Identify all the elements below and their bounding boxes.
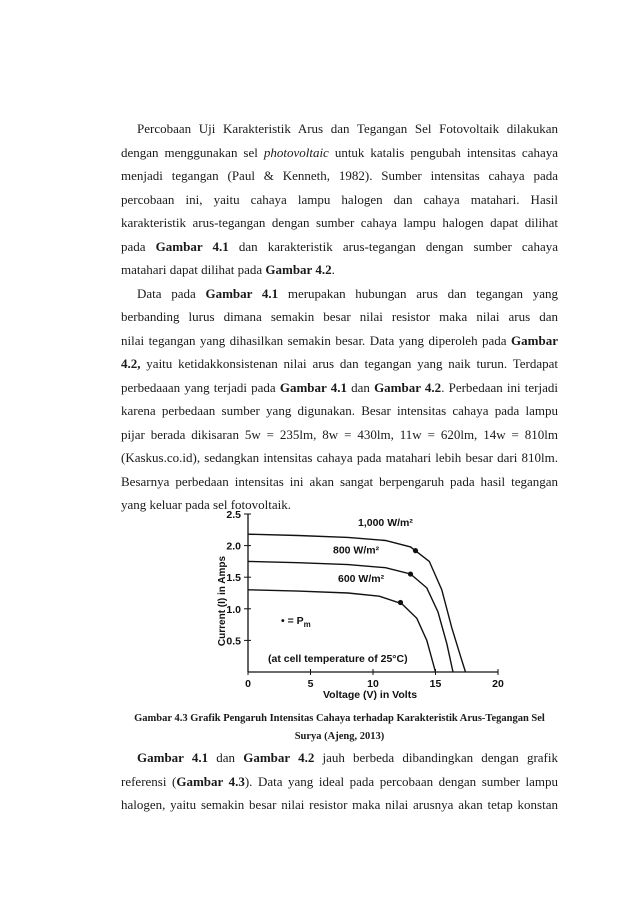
figure-reference: Gambar 4.2 [243, 750, 315, 765]
y-tick-label: 1.0 [226, 603, 241, 616]
text-line: matahari dapat dilihat pada Gambar 4.2. [121, 262, 335, 277]
x-tick-label: 10 [367, 678, 379, 690]
italic-term: photovoltaic [263, 144, 329, 160]
x-tick-label: 0 [245, 678, 251, 690]
pm-point [408, 571, 413, 576]
series-label: 1,000 W/m² [358, 517, 413, 530]
text-line: Percobaan Uji Karakteristik Arus dan Tegangan Sel Fotovoltaik dilakukan [137, 121, 558, 136]
text-line: Gambar 4.1 dan Gambar 4.2 jauh berbeda dibandingkan dengan grafik [137, 750, 558, 765]
figure-reference: Gambar 4.1 [279, 379, 347, 395]
text-line: yang keluar pada sel fotovoltaik. [121, 497, 292, 512]
series-label: 800 W/m² [333, 544, 380, 557]
text-line: karena perbedaan sumber yang digunakan. Besar intensitas cahaya pada lampu [121, 403, 558, 418]
text-line: perbedaaan yang terjadi pada Gambar 4.1 dan Gambar 4.2. Perbedaan ini terjadi [121, 379, 558, 395]
text-line: halogen, yaitu semakin besar nilai resistor maka nilai arusnya akan tetap konstan [121, 797, 558, 812]
figure-reference: Gambar 4.2 [374, 379, 442, 395]
figure-reference: Gambar 4.2 [265, 262, 332, 277]
chart-annotation: (at cell temperature of 25°C) [268, 653, 408, 665]
figure-reference: Gambar 4.1 [137, 750, 209, 765]
caption-line: Gambar 4.3 Grafik Pengaruh Intensitas Cahaya terhadap Karakteristik Arus-Tegangan Sel [134, 713, 545, 724]
text-line: Besarnya perbedaan intensitas ini akan sangat berpengaruh pada hasil tegangan [121, 473, 558, 489]
pm-point [398, 600, 403, 605]
figure-reference: Gambar [511, 332, 558, 348]
text-line: menjadi tegangan (Paul & Kenneth, 1982). Sumber intensitas cahaya pada [121, 168, 558, 183]
text-line: nilai tegangan yang dihasilkan semakin besar. Data yang diperoleh pada Gambar [121, 332, 558, 348]
paragraph-3 [121, 746, 558, 817]
y-tick-label: 2.0 [226, 540, 241, 553]
y-tick-label: 0.5 [226, 635, 241, 648]
x-tick-label: 5 [307, 678, 314, 690]
series-label: 600 W/m² [338, 572, 385, 585]
x-axis-label: Voltage (V) in Volts [322, 689, 418, 701]
y-tick-label: 1.5 [226, 572, 241, 585]
text-line: percobaan ini, yaitu cahaya lampu halogen dan cahaya matahari. Hasil [121, 191, 558, 207]
y-axis-label: Current (I) in Amps [217, 555, 228, 647]
pm-point [413, 548, 418, 553]
y-tick-label: 2.5 [226, 509, 241, 521]
text-line: referensi (Gambar 4.3). Data yang ideal pada percobaan dengan sumber lampu [121, 773, 558, 789]
figure-caption [121, 710, 558, 746]
figure-reference: Gambar 4.3 [176, 773, 245, 789]
text-line: 4.2, yaitu ketidakkonsistenan nilai arus dan tegangan yang naik turun. Terdapat [121, 356, 558, 371]
text-line: pada Gambar 4.1 dan karakteristik arus-tegangan dengan sumber cahaya [121, 238, 558, 254]
text-line: dengan menggunakan sel photovoltaic untuk katalis pengubah intensitas cahaya [121, 144, 558, 160]
text-line: karakteristik arus-tegangan dengan sumber cahaya lampu halogen dapat dilihat [121, 215, 558, 230]
figure-reference: Gambar 4.1 [205, 285, 279, 301]
figure-reference: Gambar 4.1 [155, 238, 229, 254]
text-line: pijar berada dikisaran 5w = 235lm, 8w = 430lm, 11w = 620lm, 14w = 810lm [121, 426, 558, 442]
paragraph-2 [121, 282, 558, 517]
pm-legend: • = $P_m$ [281, 615, 311, 629]
paragraph-1 [121, 117, 558, 282]
text-line: Data pada Gambar 4.1 merupakan hubungan arus dan tegangan yang [137, 285, 558, 301]
iv-characteristic-chart [178, 506, 504, 702]
text-line: (Kaskus.co.id), sedangkan intensitas cahaya pada matahari lebih besar dari 810lm. [121, 450, 558, 465]
x-tick-label: 15 [429, 678, 442, 690]
text-line: berbanding lurus dimana semakin besar nilai resistor maka nilai arus dan [121, 309, 558, 324]
x-tick-label: 20 [492, 678, 504, 690]
caption-line: Surya (Ajeng, 2013) [294, 731, 385, 742]
figure-reference: 4.2, [121, 356, 141, 371]
